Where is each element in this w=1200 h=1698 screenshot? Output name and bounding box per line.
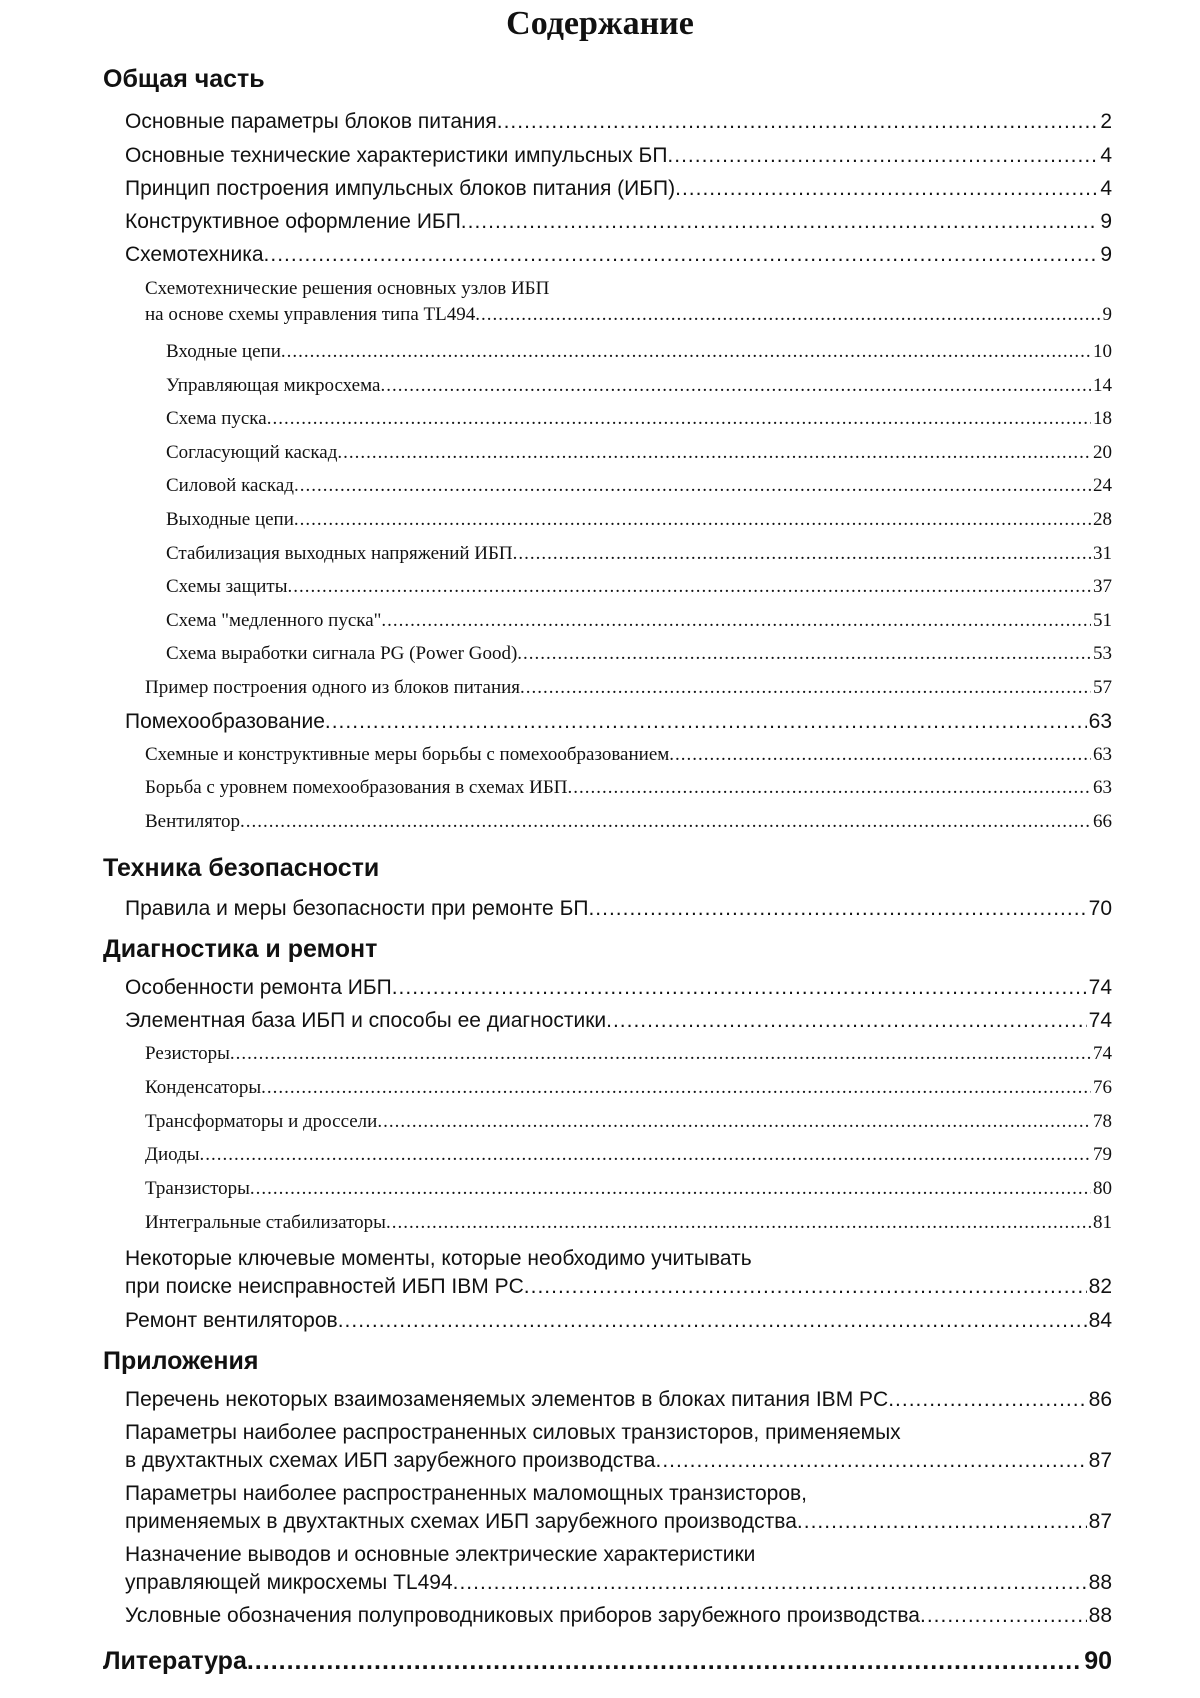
toc-entry-page: 86 — [1088, 1388, 1112, 1411]
toc-entry-label: Борьба с уровнем помехообразования в схемах ИБП — [145, 777, 568, 798]
toc-entry-label: Резисторы — [145, 1043, 230, 1064]
toc-entry-label: Согласующий каскад — [166, 442, 338, 463]
toc-entry-label: при поиске неисправностей ИБП IBM PC — [125, 1275, 524, 1298]
toc-entry-label: Схемные и конструктивные меры борьбы с помехообразованием — [145, 744, 670, 765]
toc-entry-label: Схема пуска — [166, 408, 267, 429]
toc-entry[interactable] — [145, 1177, 1112, 1201]
toc-entry-label: Интегральные стабилизаторы — [145, 1212, 386, 1233]
toc-entry[interactable] — [125, 176, 1112, 202]
toc-entry-page: 24 — [1093, 475, 1112, 496]
toc-entry-page: 9 — [1100, 210, 1112, 233]
toc-entry[interactable] — [125, 242, 1112, 268]
toc-entry[interactable] — [166, 441, 1112, 465]
toc-entry[interactable] — [145, 1076, 1112, 1100]
toc-entry-label: Трансформаторы и дроссели — [145, 1111, 378, 1132]
dot-leader — [287, 575, 1091, 599]
toc-entry-label: Вентилятор — [145, 811, 241, 832]
toc-entry-page: 80 — [1093, 1178, 1112, 1199]
toc-entry-label: Элементная база ИБП и способы ее диагностики — [125, 1009, 607, 1032]
toc-entry[interactable] — [125, 143, 1112, 169]
toc-entry[interactable] — [125, 1008, 1112, 1034]
toc-entry-page: 9 — [1100, 243, 1112, 266]
dot-leader — [200, 1143, 1091, 1167]
toc-entry-label: Условные обозначения полупроводниковых приборов зарубежного производства — [125, 1604, 920, 1627]
toc-entry-label: применяемых в двухтактных схемах ИБП зарубежного производства — [125, 1510, 797, 1533]
section-heading-general: Общая часть — [103, 65, 265, 93]
toc-entry-page: 2 — [1100, 110, 1112, 133]
dot-leader — [888, 1387, 1086, 1413]
toc-entry-page: 82 — [1088, 1275, 1112, 1298]
dot-leader — [920, 1603, 1087, 1629]
toc-entry-page: 66 — [1093, 811, 1112, 832]
dot-leader — [453, 1570, 1087, 1596]
section-heading-diagnostics: Диагностика и ремонт — [103, 935, 378, 963]
toc-entry[interactable] — [125, 1570, 1112, 1596]
dot-leader — [294, 508, 1091, 532]
dot-leader — [461, 209, 1099, 235]
toc-entry-label: Особенности ремонта ИБП — [125, 976, 392, 999]
toc-entry[interactable] — [145, 743, 1112, 767]
toc-entry[interactable] — [166, 474, 1112, 498]
toc-entry-label: Силовой каскад — [166, 475, 294, 496]
toc-entry[interactable] — [145, 1143, 1112, 1167]
toc-entry[interactable] — [125, 1509, 1112, 1535]
dot-leader — [513, 542, 1091, 566]
toc-entry-label: Схемы защиты — [166, 576, 288, 597]
toc-entry-label: Диоды — [145, 1144, 200, 1165]
toc-entry[interactable] — [166, 542, 1112, 566]
toc-entry-page: 53 — [1093, 643, 1112, 664]
toc-entry-label: Управляющая микросхема — [166, 375, 381, 396]
toc-entry-page: 84 — [1088, 1309, 1112, 1332]
toc-entry-page: 63 — [1093, 777, 1112, 798]
toc-entry-label-line1[interactable]: Параметры наиболее распространенных силовых транзисторов, применяемых — [125, 1421, 901, 1444]
toc-entry-label: Основные технические характеристики импульсных БП — [125, 144, 668, 167]
toc-entry-page: 37 — [1093, 576, 1112, 597]
toc-entry[interactable] — [125, 109, 1112, 135]
toc-entry-label: Основные параметры блоков питания — [125, 110, 497, 133]
toc-entry[interactable] — [145, 303, 1112, 327]
toc-entry-page: 63 — [1088, 710, 1112, 733]
toc-entry-label: в двухтактных схемах ИБП зарубежного производства — [125, 1449, 656, 1472]
toc-entry-page: 28 — [1093, 509, 1112, 530]
toc-entry[interactable] — [145, 676, 1112, 700]
toc-entry-page: 51 — [1093, 610, 1112, 631]
dot-leader — [230, 1042, 1091, 1066]
toc-entry[interactable] — [125, 209, 1112, 235]
dot-leader — [669, 743, 1091, 767]
toc-entry-page: 79 — [1093, 1144, 1112, 1165]
toc-entry-page: 14 — [1093, 375, 1112, 396]
toc-entry[interactable] — [125, 1603, 1112, 1629]
dot-leader — [294, 474, 1091, 498]
dot-leader — [247, 1646, 1082, 1676]
toc-entry-page: 88 — [1088, 1571, 1112, 1594]
dot-leader — [588, 896, 1086, 922]
section-heading-appendix: Приложения — [103, 1347, 259, 1375]
toc-entry-label: Схема выработки сигнала PG (Power Good) — [166, 643, 518, 664]
toc-entry[interactable] — [166, 374, 1112, 398]
dot-leader — [475, 303, 1100, 327]
toc-entry-page: 74 — [1088, 1009, 1112, 1032]
toc-entry-page: 78 — [1093, 1111, 1112, 1132]
toc-entry-label: Схема "медленного пуска" — [166, 610, 382, 631]
toc-entry-page: 81 — [1093, 1212, 1112, 1233]
toc-entry-label: Помехообразование — [125, 710, 325, 733]
dot-leader — [281, 340, 1091, 364]
dot-leader — [267, 407, 1091, 431]
dot-leader — [497, 109, 1099, 135]
dot-leader — [568, 776, 1091, 800]
dot-leader — [520, 676, 1091, 700]
toc-entry[interactable] — [166, 642, 1112, 666]
toc-entry-page: 20 — [1093, 442, 1112, 463]
toc-entry-literature[interactable] — [103, 1646, 1112, 1676]
toc-entry-page: 4 — [1100, 144, 1112, 167]
toc-entry-label: Входные цепи — [166, 341, 281, 362]
toc-entry-label: Перечень некоторых взаимозаменяемых элементов в блоках питания IBM PC — [125, 1388, 889, 1411]
toc-entry[interactable] — [125, 1448, 1112, 1474]
dot-leader — [250, 1177, 1091, 1201]
dot-leader — [524, 1274, 1087, 1300]
toc-entry[interactable] — [166, 340, 1112, 364]
dot-leader — [656, 1448, 1087, 1474]
toc-entry-page: 63 — [1093, 744, 1112, 765]
dot-leader — [386, 1211, 1091, 1235]
dot-leader — [338, 1308, 1087, 1334]
dot-leader — [325, 709, 1087, 735]
dot-leader — [675, 176, 1098, 202]
toc-entry[interactable] — [166, 407, 1112, 431]
toc-entry[interactable] — [166, 575, 1112, 599]
toc-entry-label: Пример построения одного из блоков питания — [145, 677, 521, 698]
toc-entry-label: Конденсаторы — [145, 1077, 262, 1098]
toc-entry[interactable] — [125, 896, 1112, 922]
toc-entry-page: 57 — [1093, 677, 1112, 698]
toc-entry-page: 87 — [1088, 1449, 1112, 1472]
toc-entry-label-line1[interactable]: Некоторые ключевые моменты, которые необходимо учитывать — [125, 1247, 752, 1270]
dot-leader — [261, 1076, 1091, 1100]
toc-entry-label: Транзисторы — [145, 1178, 250, 1199]
toc-entry-page: 87 — [1088, 1510, 1112, 1533]
toc-entry-page: 31 — [1093, 543, 1112, 564]
toc-entry[interactable] — [145, 1211, 1112, 1235]
toc-entry-label-line1[interactable]: Схемотехнические решения основных узлов ИБП — [145, 278, 550, 299]
dot-leader — [377, 1110, 1091, 1134]
toc-entry-page: 88 — [1088, 1604, 1112, 1627]
toc-entry-page: 74 — [1093, 1043, 1112, 1064]
toc-entry[interactable] — [125, 1274, 1112, 1300]
toc-entry[interactable] — [145, 776, 1112, 800]
toc-entry[interactable] — [145, 1110, 1112, 1134]
dot-leader — [517, 642, 1091, 666]
toc-entry-label: Стабилизация выходных напряжений ИБП — [166, 543, 513, 564]
toc-entry[interactable] — [125, 975, 1112, 1001]
toc-entry-label: Выходные цепи — [166, 509, 294, 530]
toc-entry-label: Схемотехника — [125, 243, 264, 266]
dot-leader — [337, 441, 1091, 465]
dot-leader — [392, 975, 1087, 1001]
toc-entry-page: 70 — [1088, 897, 1112, 920]
toc-entry-page: 10 — [1093, 341, 1112, 362]
toc-entry-page: 9 — [1102, 304, 1112, 325]
dot-leader — [606, 1008, 1087, 1034]
toc-entry-page: 76 — [1093, 1077, 1112, 1098]
toc-entry-label: Литература — [103, 1647, 247, 1675]
dot-leader — [381, 609, 1091, 633]
toc-entry[interactable] — [145, 1042, 1112, 1066]
section-heading-safety: Техника безопасности — [103, 854, 380, 882]
toc-entry-label: Принцип построения импульсных блоков питания (ИБП) — [125, 177, 676, 200]
toc-entry-label-line1[interactable]: Параметры наиболее распространенных маломощных транзисторов, — [125, 1482, 807, 1505]
dot-leader — [667, 143, 1098, 169]
dot-leader — [797, 1509, 1087, 1535]
dot-leader — [264, 242, 1099, 268]
dot-leader — [380, 374, 1091, 398]
toc-entry-label: Правила и меры безопасности при ремонте БП — [125, 897, 589, 920]
toc-entry[interactable] — [125, 1308, 1112, 1334]
toc-entry-label-line1[interactable]: Назначение выводов и основные электрические характеристики — [125, 1543, 756, 1566]
toc-entry[interactable] — [125, 709, 1112, 735]
toc-entry-label: на основе схемы управления типа TL494 — [145, 304, 476, 325]
toc-entry[interactable] — [166, 609, 1112, 633]
toc-entry-page: 18 — [1093, 408, 1112, 429]
dot-leader — [240, 810, 1091, 834]
toc-entry-label: Ремонт вентиляторов — [125, 1309, 338, 1332]
toc-entry-page: 4 — [1100, 177, 1112, 200]
toc-entry[interactable] — [125, 1387, 1112, 1413]
toc-entry-page: 90 — [1084, 1647, 1112, 1675]
toc-entry-label: Конструктивное оформление ИБП — [125, 210, 461, 233]
toc-entry-label: управляющей микросхемы TL494 — [125, 1571, 453, 1594]
toc-title: Содержание — [506, 5, 694, 42]
toc-entry[interactable] — [166, 508, 1112, 532]
toc-entry[interactable] — [145, 810, 1112, 834]
toc-entry-page: 74 — [1088, 976, 1112, 999]
